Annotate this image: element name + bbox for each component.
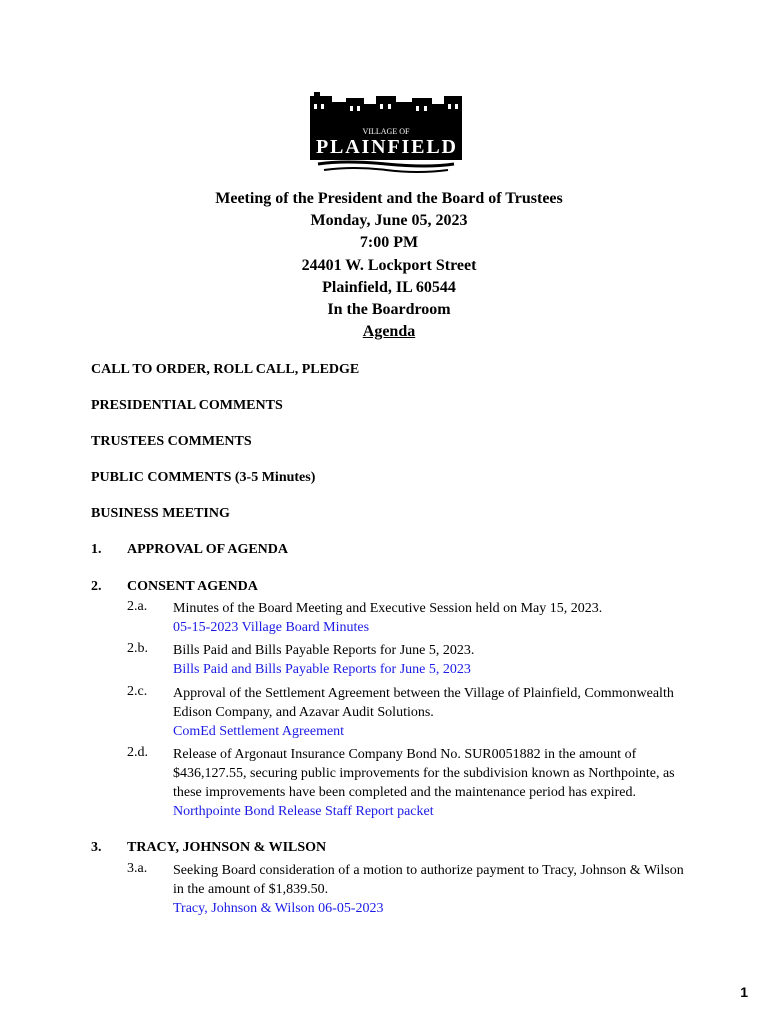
svg-text:PLAINFIELD: PLAINFIELD (316, 136, 456, 158)
item-number: 2. (91, 579, 102, 594)
sub-item-number: 2.c. (127, 684, 148, 699)
agenda-heading: Agenda (362, 323, 416, 341)
meeting-title: Meeting of the President and the Board of Trustees (215, 190, 563, 207)
item-number: 1. (91, 542, 102, 557)
page-number: 1 (740, 984, 748, 1000)
sub-item-number: 2.a. (127, 599, 148, 614)
bills-report-link[interactable]: Bills Paid and Bills Payable Reports for June 5, 2023 (173, 662, 471, 677)
section-presidential-comments: PRESIDENTIAL COMMENTS (91, 398, 283, 413)
meeting-header (0, 188, 770, 343)
section-business-meeting: BUSINESS MEETING (91, 506, 230, 521)
section-trustees-comments: TRUSTEES COMMENTS (91, 434, 252, 449)
item-title-consent-agenda: CONSENT AGENDA (127, 579, 258, 594)
svg-text:VILLAGE OF: VILLAGE OF (362, 127, 410, 136)
plainfield-logo-graphic (304, 90, 470, 174)
sub-item-text: Minutes of the Board Meeting and Executive Session held on May 15, 2023. (173, 601, 603, 616)
meeting-room: In the Boardroom (327, 301, 451, 319)
village-logo (304, 90, 470, 174)
sub-item-number: 2.d. (127, 745, 148, 760)
item-title-tracy-johnson-wilson: TRACY, JOHNSON & WILSON (127, 840, 327, 855)
sub-item-text: Release of Argonaut Insurance Company Bond No. SUR0051882 in the amount of $436,127.55, securing public improvements for the subdivision known as Northpointe, as these improvements have been completed and the maintenance period has expired. (173, 747, 675, 800)
sub-item-number: 2.b. (127, 641, 148, 656)
northpointe-bond-link[interactable]: Northpointe Bond Release Staff Report packet (173, 804, 434, 819)
meeting-street: 24401 W. Lockport Street (301, 256, 477, 274)
meeting-time: 7:00 PM (359, 234, 419, 252)
sub-item-text: Bills Paid and Bills Payable Reports for June 5, 2023. (173, 643, 475, 658)
sub-item-number: 3.a. (127, 861, 148, 876)
section-public-comments: PUBLIC COMMENTS (3-5 Minutes) (91, 470, 316, 485)
meeting-city: Plainfield, IL 60544 (322, 278, 456, 296)
item-number: 3. (91, 840, 102, 855)
sub-item-text: Approval of the Settlement Agreement between the Village of Plainfield, Commonwealth Edison Company, and Azavar Audit Solutions. (173, 686, 674, 720)
comed-settlement-link[interactable]: ComEd Settlement Agreement (173, 724, 345, 739)
section-call-to-order: CALL TO ORDER, ROLL CALL, PLEDGE (91, 362, 360, 377)
meeting-date: Monday, June 05, 2023 (310, 212, 468, 230)
minutes-link[interactable]: 05-15-2023 Village Board Minutes (173, 620, 370, 635)
item-title-approval-of-agenda: APPROVAL OF AGENDA (127, 542, 289, 557)
tracy-johnson-wilson-link[interactable]: Tracy, Johnson & Wilson 06-05-2023 (173, 901, 384, 916)
sub-item-text: Seeking Board consideration of a motion to authorize payment to Tracy, Johnson & Wilson in the amount of $1,839.50. (173, 863, 684, 897)
